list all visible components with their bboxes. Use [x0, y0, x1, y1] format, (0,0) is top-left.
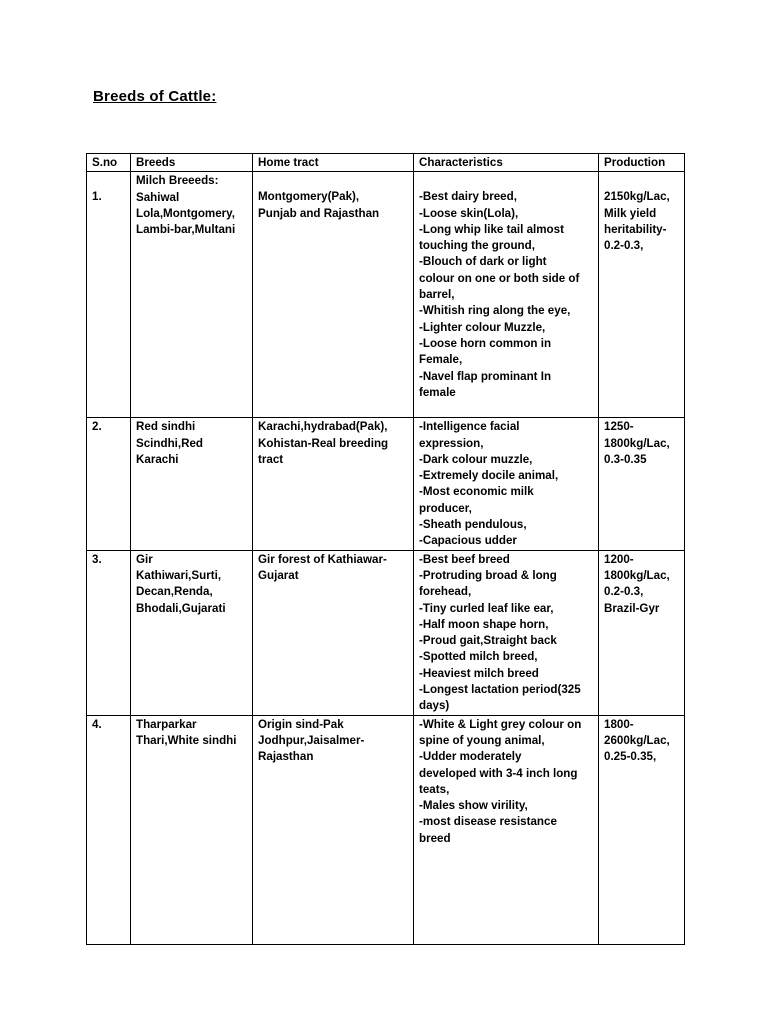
cell-breeds: [131, 418, 253, 550]
cell-characteristics: [414, 418, 599, 550]
tract-line: Montgomery(Pak),: [258, 190, 360, 204]
table-row: [87, 550, 685, 715]
sno-text: 4.: [92, 717, 102, 731]
cell-breeds: [131, 172, 253, 418]
tract-line: Rajasthan: [258, 750, 314, 764]
production-line: 0.25-0.35,: [604, 750, 657, 764]
sno-text: 3.: [92, 552, 102, 566]
cell-production: [599, 418, 685, 550]
char-line: days): [419, 699, 450, 713]
cell-sno: [87, 172, 131, 418]
char-line: -Extremely docile animal,: [419, 469, 559, 483]
production-line: 2600kg/Lac,: [604, 733, 670, 747]
cell-characteristics: [414, 172, 599, 418]
cell-breeds: [131, 550, 253, 715]
breed-line: Milch Breeeds:: [136, 174, 219, 188]
production-line: 1250-: [604, 420, 634, 434]
tract-line: Jodhpur,Jaisalmer-: [258, 733, 365, 747]
char-line: -Best dairy breed,: [419, 190, 517, 204]
char-line: -Whitish ring along the eye,: [419, 304, 571, 318]
breed-line: Tharparkar: [136, 717, 197, 731]
breed-line: Gir: [136, 552, 153, 566]
production-line: 1200-: [604, 552, 634, 566]
tract-line: Kohistan-Real breeding: [258, 436, 389, 450]
char-line: teats,: [419, 782, 450, 796]
char-line: -Tiny curled leaf like ear,: [419, 601, 554, 615]
production-line: 1800kg/Lac,: [604, 436, 670, 450]
breed-line: Decan,Renda,: [136, 585, 213, 599]
char-line: -Half moon shape horn,: [419, 617, 549, 631]
sno-text: 1.: [92, 190, 102, 204]
char-line: forehead,: [419, 585, 472, 599]
cell-production: [599, 550, 685, 715]
char-line: -Blouch of dark or light: [419, 255, 547, 269]
header-home-tract: Home tract: [253, 154, 414, 172]
char-line: barrel,: [419, 288, 455, 302]
char-line: breed: [419, 831, 451, 845]
production-line: Milk yield: [604, 206, 657, 220]
char-line: -Loose horn common in: [419, 336, 552, 350]
char-line: -Sheath pendulous,: [419, 518, 527, 532]
cell-sno: [87, 715, 131, 944]
production-line: 0.3-0.35: [604, 452, 647, 466]
char-line: -Intelligence facial: [419, 420, 520, 434]
char-line: -Heaviest milch breed: [419, 666, 539, 680]
cell-home-tract: [253, 715, 414, 944]
breed-line: Red sindhi: [136, 420, 196, 434]
char-line: -Lighter colour Muzzle,: [419, 320, 546, 334]
production-line: heritability-: [604, 222, 667, 236]
breed-line: Bhodali,Gujarati: [136, 601, 226, 615]
tract-line: Origin sind-Pak: [258, 717, 344, 731]
cell-home-tract: [253, 550, 414, 715]
table-row: [87, 418, 685, 550]
breeds-table: [86, 153, 685, 945]
char-line: -Protruding broad & long: [419, 568, 557, 582]
breed-line: Lambi-bar,Multani: [136, 223, 236, 237]
cell-characteristics: [414, 550, 599, 715]
breed-line: Kathiwari,Surti,: [136, 568, 222, 582]
char-line: producer,: [419, 501, 472, 515]
breed-line: Scindhi,Red: [136, 436, 203, 450]
production-line: 1800-: [604, 717, 634, 731]
tract-line: tract: [258, 452, 284, 466]
char-line: -Dark colour muzzle,: [419, 452, 533, 466]
char-line: developed with 3-4 inch long: [419, 766, 578, 780]
char-line: -Proud gait,Straight back: [419, 634, 557, 648]
char-line: -Spotted milch breed,: [419, 650, 538, 664]
char-line: -Capacious udder: [419, 534, 517, 548]
table-header-row: [87, 154, 685, 172]
header-production: Production: [599, 154, 685, 172]
char-line: -Best beef breed: [419, 552, 510, 566]
breed-line: Lola,Montgomery,: [136, 206, 235, 220]
char-line: -Males show virility,: [419, 799, 528, 813]
sno-text: 2.: [92, 420, 102, 434]
header-sno: S.no: [87, 154, 131, 172]
char-line: -White & Light grey colour on: [419, 717, 582, 731]
char-line: female: [419, 385, 456, 399]
cell-breeds: [131, 715, 253, 944]
cell-production: [599, 172, 685, 418]
tract-line: Gir forest of Kathiawar-: [258, 552, 387, 566]
char-line: -most disease resistance: [419, 815, 557, 829]
cell-sno: [87, 550, 131, 715]
cell-characteristics: [414, 715, 599, 944]
table-row: [87, 715, 685, 944]
cell-home-tract: [253, 418, 414, 550]
cell-production: [599, 715, 685, 944]
header-characteristics: Characteristics: [414, 154, 599, 172]
cell-home-tract: [253, 172, 414, 418]
char-line: -Navel flap prominant In: [419, 369, 552, 383]
char-line: expression,: [419, 436, 484, 450]
header-breeds: Breeds: [131, 154, 253, 172]
char-line: -Long whip like tail almost: [419, 222, 564, 236]
production-line: Brazil-Gyr: [604, 601, 660, 615]
production-line: 1800kg/Lac,: [604, 568, 670, 582]
char-line: Female,: [419, 353, 463, 367]
tract-line: Gujarat: [258, 568, 299, 582]
page-title: Breeds of Cattle:: [93, 88, 217, 105]
char-line: spine of young animal,: [419, 733, 545, 747]
tract-line: Punjab and Rajasthan: [258, 206, 380, 220]
tract-line: Karachi,hydrabad(Pak),: [258, 420, 388, 434]
breed-line: Sahiwal: [136, 190, 180, 204]
table-row: [87, 172, 685, 418]
breed-line: Thari,White sindhi: [136, 733, 237, 747]
char-line: touching the ground,: [419, 239, 535, 253]
cell-sno: [87, 418, 131, 550]
production-line: 2150kg/Lac,: [604, 190, 670, 204]
char-line: -Most economic milk: [419, 485, 534, 499]
breed-line: Karachi: [136, 452, 179, 466]
production-line: 0.2-0.3,: [604, 585, 644, 599]
char-line: -Loose skin(Lola),: [419, 206, 519, 220]
char-line: colour on one or both side of: [419, 271, 580, 285]
production-line: 0.2-0.3,: [604, 239, 644, 253]
char-line: -Longest lactation period(325: [419, 683, 581, 697]
char-line: -Udder moderately: [419, 750, 522, 764]
